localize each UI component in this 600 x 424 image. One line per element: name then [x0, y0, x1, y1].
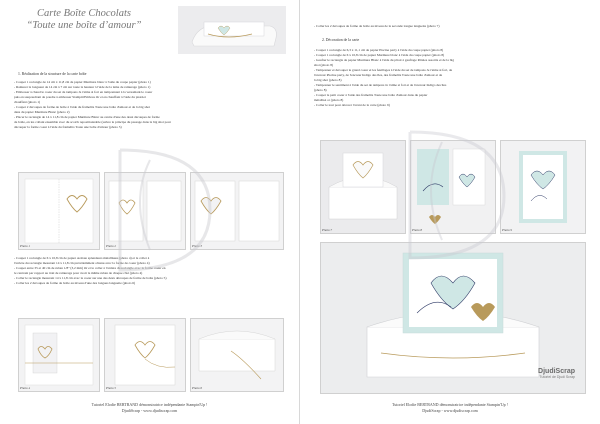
logo-text: DjudiScrap [538, 368, 575, 375]
instruction-line: - Coller le rectangle mesurant 14 x 11,8 cm avec le coeur sur une des deux découpes de forme de boîte (photo 5) [14, 276, 167, 280]
instruction-line: découper la forme coeur à l'aide du framelits Toute une boîte d'amour (photo 3) [14, 125, 122, 129]
instruction-line: dans du papier Murmure Blanc (photo 2) [14, 110, 70, 114]
instruction-line: - Tamponner et découper le grand coeur et les feuillages à l'aide du set de tampons Je t'aime si fort, de [314, 68, 453, 72]
photo-2 [104, 172, 186, 250]
instruction-line: - Coller les 2 découpes de forme de boîte au niveau d'une des longues languette (photo 6) [14, 281, 136, 285]
instruction-line: - Couper 1 rectangle de 6,3 x 11,1 cm de papier Piscine party à l'aide du coupe papier (photo 8) [314, 48, 444, 52]
instruction-line: - Gaufrer le rectangle de papier Murmure Blanc à l'aide du plioir à gaufrage Pétales assortis et de la big [314, 58, 455, 62]
instruction-line: - Couper le petit coeur à l'aide des framelits Toute une boîte d'amour dans du papier [314, 93, 428, 97]
photo-6 [190, 318, 284, 392]
photo-7 [320, 140, 406, 234]
footer-line-1: Tutoriel Elodie BERTRAND démonstratrice indépendante Stampin'Up ! [392, 402, 508, 407]
photo-9 [500, 140, 586, 234]
photo-1 [18, 172, 100, 250]
photo-4 [18, 318, 100, 392]
footer-line-2: DjudiScrap - www.djudiscrap.com [121, 408, 178, 413]
photo-caption: Photo 9 [502, 228, 513, 232]
instruction-line: - Couper 1 rectangle de 14 cm x 11,8 cm de papier Murmure blanc à l'aide du coupe papier (photo 1) [14, 80, 151, 84]
photo-caption: Photo 5 [106, 386, 117, 390]
instruction-line: shot (photo 8) [314, 63, 334, 67]
instruction-line: - Couper 2 découpes de forme de boîte à l'aide du framelits Toute une boîte d'amour et de la big shot [14, 105, 151, 109]
photo-5 [104, 318, 186, 392]
hero-box-photo [178, 6, 286, 54]
footer-line-2: DjudiScrap - www.djudiscrap.com [422, 408, 478, 413]
title-line-1: Carte Boîte Chocolats [37, 8, 131, 19]
instruction-line: - Tamponner le sentiment à l'aide du set de tampons Je t'aime si fort et de l'encreur Indigo des îles [314, 83, 447, 87]
right-page [300, 0, 600, 424]
instruction-line: - Coller le tout pour décorer l'avant de la carte (photo 9) [314, 103, 390, 107]
instruction-line: (photo 8) [314, 88, 327, 92]
logo [538, 368, 575, 379]
instruction-line: la big shot (photo 8) [314, 78, 342, 82]
photo-caption: Photo 2 [106, 244, 117, 248]
instruction-line: - Couper entre 35 et 40 cm de ruban 1/8" (3,2 mm) Or et le coller à l'arrière du rectangle avec la forme coeur en [14, 266, 166, 270]
photo-3 [190, 172, 284, 250]
photo-caption: Photo 6 [192, 386, 203, 390]
footer-line-1: Tutoriel Elodie BERTRAND démonstratrice indépendante Stampin'Up ! [91, 402, 208, 407]
instruction-line: - Embosser à chaud le coeur du set de tampons Je t'aime si fort en tamponnant à la versamark le coeur [14, 90, 153, 94]
instruction-line: - Coller les 2 découpes de forme de boîte au niveau de la seconde longue languette (photo 7) [314, 24, 440, 28]
instruction-line: - Rainurer la longueur de 14 cm à 7 cm sur toute la hauteur à l'aide de la lame de rainurage (photo 1) [14, 85, 151, 89]
logo-subtext: Tutoriel de Djudi Scrap [539, 375, 575, 379]
instruction-line: puis en saupoudrant de poudre à embosser Stampin'Emboss Or et en chauffant à l'aide du pistolet [14, 95, 146, 99]
photo-caption: Photo 8 [412, 228, 423, 232]
instruction-line: - Couper 1 rectangle de 6 x 10,8 cm de papier Acétate splendeurs métallisées (photo 4) et le coller à [14, 256, 150, 260]
photo-caption: Photo 1 [20, 244, 31, 248]
final-card-photo [320, 242, 586, 394]
instruction-line: métallisé or (photo 8) [314, 98, 344, 102]
instruction-line: - Placer le rectangle de 14 x 11,8 cm de papier Murmure Blanc au centre d'une des deux découpes de forme [14, 115, 160, 119]
instruction-line: l'arrière du rectangle mesurant 14 x 11,8 cm précédemment obtenu avec la forme de coeur (photo 4) [14, 261, 150, 265]
photo-caption: Photo 7 [322, 228, 333, 232]
instruction-line: chauffant (photo 1) [14, 100, 41, 104]
instruction-line: le centrant par rapport au trait de rainurage pour avoir le même ruban de chaque côté (photo 4) [14, 271, 143, 275]
section-heading-1: 1. Réalisation de la structure de la carte boîte [18, 72, 87, 76]
instruction-line: - Couper 1 rectangle de 6 x 10,8 cm de papier Murmure blanc à l'aide du coupe papier (photo 8) [314, 53, 445, 57]
photo-caption: Photo 3 [192, 244, 203, 248]
instruction-line: l'encreur Piscine party, de l'encreur Indigo des îles, des framelits Toute une boîte d'amour et de [314, 73, 443, 77]
photo-caption: Photo 4 [20, 386, 31, 390]
instruction-line: de boîte, en les collant ensemble avec du scotch repositionnable (suivre le principe du passage dans la big shot pour [14, 120, 171, 124]
photo-8 [410, 140, 496, 234]
section-heading-2: 2. Décoration de la carte [322, 38, 360, 42]
title-line-2: “Toute une boîte d’amour” [26, 20, 142, 31]
